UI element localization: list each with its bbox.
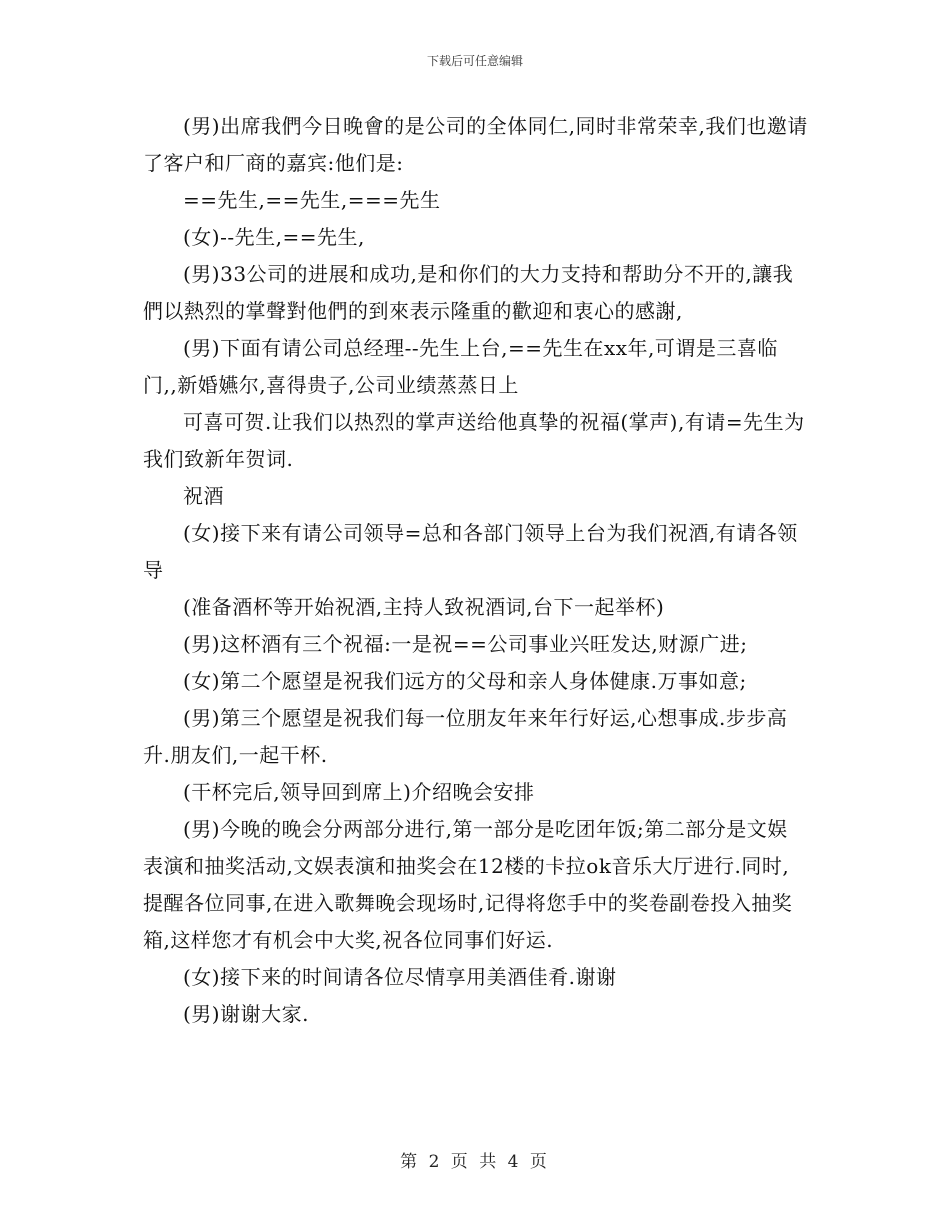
paragraph: ==先生,==先生,===先生 bbox=[183, 188, 441, 212]
section-heading: 祝酒 bbox=[183, 484, 224, 508]
paragraph: (男)这杯酒有三个祝福:一是祝==公司事业兴旺发达,财源广进; bbox=[183, 632, 748, 656]
paragraph: (女)--先生,==先生, bbox=[183, 225, 365, 249]
paragraph: (男)出席我們今日晚會的是公司的全体同仁,同时非常荣幸,我们也邀请了客户和厂商的嘉宾:他们是: bbox=[143, 114, 808, 175]
paragraph: (男)第三个愿望是祝我们每一位朋友年来年行好运,心想事成.步步高升.朋友们,一起干杯. bbox=[143, 706, 788, 767]
document-body bbox=[143, 108, 808, 1033]
paragraph: 可喜可贺.让我们以热烈的掌声送给他真挚的祝福(掌声),有请=先生为我们致新年贺词. bbox=[143, 410, 805, 471]
paragraph: (准备酒杯等开始祝酒,主持人致祝酒词,台下一起举杯) bbox=[183, 595, 665, 619]
paragraph: (干杯完后,领导回到席上)介绍晚会安排 bbox=[183, 780, 535, 804]
paragraph: (男)33公司的进展和成功,是和你们的大力支持和帮助分不开的,讓我們以熱烈的掌聲對他們的到來表示隆重的歡迎和衷心的感謝, bbox=[143, 262, 794, 323]
paragraph: (男)下面有请公司总经理--先生上台,==先生在xx年,可谓是三喜临门,,新婚嬿尔,喜得贵子,公司业绩蒸蒸日上 bbox=[143, 336, 778, 397]
paragraph: (女)接下来的时间请各位尽情享用美酒佳肴.谢谢 bbox=[183, 965, 617, 989]
paragraph: (女)第二个愿望是祝我们远方的父母和亲人身体健康.万事如意; bbox=[183, 669, 747, 693]
paragraph: (女)接下来有请公司领导=总和各部门领导上台为我们祝酒,有请各领导 bbox=[143, 521, 798, 582]
paragraph: (男)谢谢大家. bbox=[183, 1002, 309, 1026]
page-header: 下载后可任意编辑 bbox=[426, 54, 523, 68]
page-number: 第 2 页 共 4 页 bbox=[400, 1152, 550, 1172]
paragraph: (男)今晚的晚会分两部分进行,第一部分是吃团年饭;第二部分是文娱表演和抽奖活动,文娱表演和抽奖会在12楼的卡拉ok音乐大厅进行.同时,提醒各位同事,在进入歌舞晚会现场时,记得将您手中的奖卷副卷投入抽奖箱,这样您才有机会中大奖,祝各位同事们好运. bbox=[143, 817, 793, 952]
